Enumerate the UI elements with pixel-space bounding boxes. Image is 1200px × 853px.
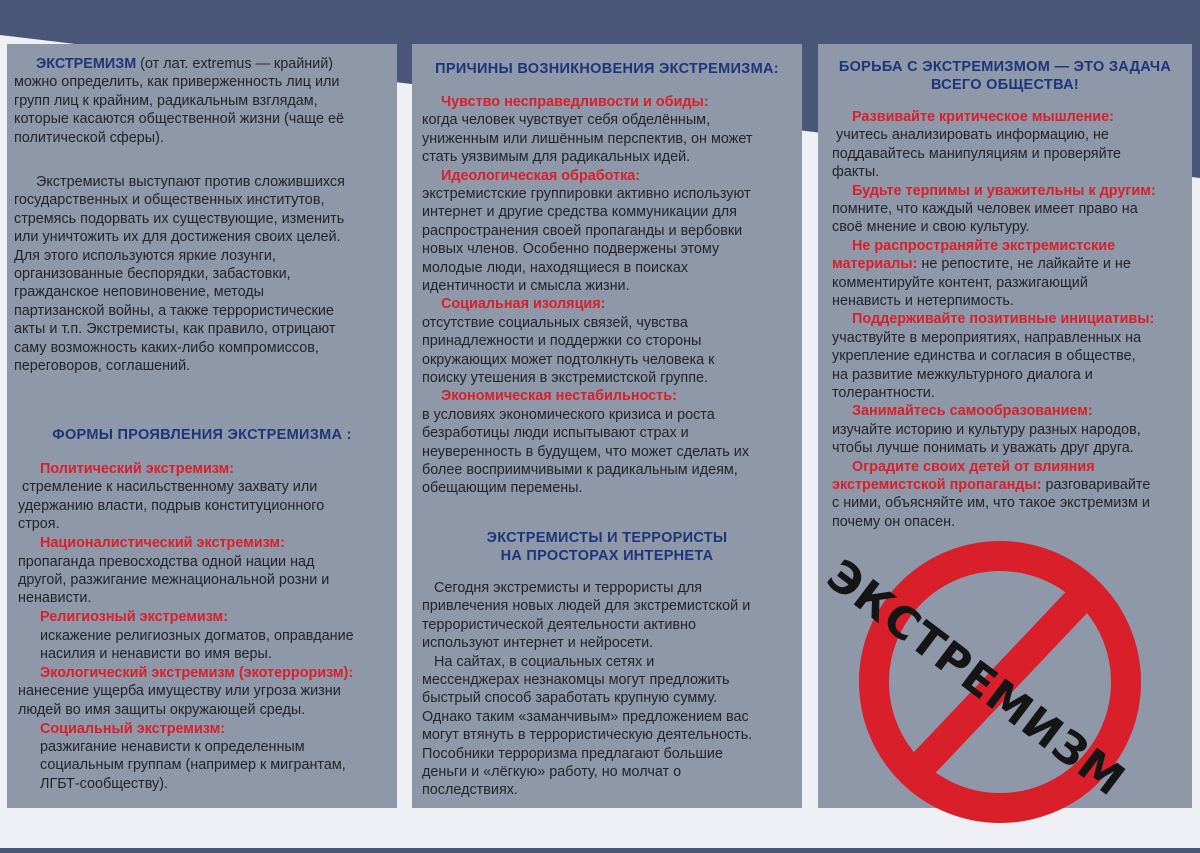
form-title: Религиозный экстремизм: [40, 609, 228, 626]
cause-title: Экономическая нестабильность: [441, 388, 677, 405]
forms-heading: ФОРМЫ ПРОЯВЛЕНИЯ ЭКСТРЕМИЗМА : [52, 427, 352, 443]
cause-line: неуверенность в будущем, что может сделать их [422, 443, 750, 460]
causes-heading: ПРИЧИНЫ ВОЗНИКНОВЕНИЯ ЭКСТРЕМИЗМА: [435, 61, 779, 77]
internet-line: Сегодня экстремисты и террористы для [422, 580, 703, 596]
para-line: организованные беспорядки, забастовки, [14, 266, 291, 282]
cause-line: в условиях экономического кризиса и роста [422, 406, 715, 423]
cause-line: окружающих может подтолкнуть человека к [422, 351, 715, 368]
tip-line: чтобы лучше понимать и уважать друг друга. [832, 440, 1134, 457]
internet-line: террористической деятельности активно [422, 616, 697, 633]
tip-line: толерантности. [832, 385, 935, 401]
cause-line: идентичности и смысла жизни. [422, 278, 630, 294]
internet-line: деньги и «лёгкую» работу, но молчат о [422, 764, 682, 780]
intro-line: которые касаются общественной жизни (чаще её [14, 111, 344, 128]
internet-line: мессенджерах незнакомцы могут предложить [422, 672, 730, 688]
internet-heading: ЭКСТРЕМИСТЫ И ТЕРРОРИСТЫ НА ПРОСТОРАХ ИНТЕРНЕТА [486, 530, 728, 564]
form-title: Экологический экстремизм (экотерроризм): [40, 664, 354, 681]
para-line: переговоров, соглашений. [14, 358, 191, 374]
internet-line: Пособники терроризма предлагают большие [422, 745, 723, 762]
no-extremism-sign [817, 520, 1200, 848]
internet-line: привлечения новых людей для экстремистской и [422, 598, 751, 615]
form-title: Националистический экстремизм: [40, 535, 285, 552]
text-line [36, 55, 333, 73]
cause-line: когда человек чувствует себя обделённым, [422, 112, 711, 129]
para-line: гражданское неповиновение, методы [14, 284, 265, 301]
para-line: акты и т.п. Экстремисты, как правило, отрицают [14, 321, 336, 338]
para-line: партизанской войны, а также террористические [14, 302, 334, 319]
tip-title-cont: материалы: [832, 256, 918, 273]
internet-line: могут втянуть в террористическую деятельность. [422, 727, 753, 744]
cause-line: принадлежности и поддержки со стороны [422, 333, 702, 350]
tip-line: участвуйте в мероприятиях, направленных на [832, 329, 1142, 346]
tip-line: поддавайтесь манипуляциям и проверяйте [832, 145, 1122, 162]
internet-line: На сайтах, в социальных сетях и [422, 653, 655, 670]
tip-line: на развитие межкультурного диалога и [832, 366, 1093, 383]
text-line [832, 476, 1150, 494]
intro-line: групп лиц к крайним, радикальным взглядам, [14, 92, 318, 109]
para-line: государственных и общественных институтов, [14, 192, 325, 209]
tip-title-cont: экстремистской пропаганды: [832, 477, 1042, 493]
form-line: ненависти. [18, 590, 92, 607]
tip-inline: не репостите, не лайкайте и не [917, 256, 1131, 273]
form-line: ЛГБТ-сообществу). [40, 775, 169, 792]
tip-title: Оградите своих детей от влияния [852, 458, 1095, 475]
internet-line: используют интернет и нейросети. [422, 635, 654, 652]
tip-title: Занимайтесь самообразованием: [852, 403, 1093, 420]
form-line: насилия и ненависти во имя веры. [40, 646, 272, 662]
tip-line: ненависть и нетерпимость. [832, 293, 1014, 309]
form-line: стремление к насильственному захвату или [18, 479, 318, 496]
cause-line: безработицы люди испытывают страх и [422, 425, 689, 442]
tip-title: Поддерживайте позитивные инициативы: [852, 311, 1155, 328]
para-line: саму возможность каких-либо компромиссов, [14, 339, 319, 356]
cause-line: интернет и другие средства коммуникации для [422, 204, 737, 221]
cause-line: стать уязвимым для радикальных идей. [422, 149, 691, 166]
para-line: стремясь подорвать их существующие, изменить [14, 210, 345, 227]
form-line: социальным группам (например к мигрантам, [40, 757, 346, 774]
cause-line: распространения своей пропаганды и вербовки [422, 222, 743, 239]
tip-title: Не распространяйте экстремистские [852, 237, 1116, 254]
tip-line: с ними, объясняйте им, что такое экстремизм и [832, 495, 1150, 512]
form-line: строя. [18, 516, 60, 533]
form-title: Социальный экстремизм: [40, 720, 226, 737]
tip-line: укрепление единства и согласия в обществе, [832, 348, 1136, 365]
cause-title: Чувство несправедливости и обиды: [441, 94, 709, 110]
text-line [832, 255, 1131, 273]
cause-line: более восприимчивыми к радикальным идеям, [422, 462, 738, 478]
form-line: разжигание ненависти к определенным [40, 739, 305, 755]
form-line: искажение религиозных догматов, оправдание [40, 627, 354, 644]
cause-line: униженным или лишённым перспектив, он может [422, 130, 753, 147]
fight-heading: БОРЬБА С ЭКСТРЕМИЗМОМ — ЭТО ЗАДАЧА ВСЕГО ОБЩЕСТВА! [838, 59, 1172, 93]
para-line: или уничтожить их для достижения своих целей. [14, 229, 341, 246]
tip-line: факты. [832, 164, 880, 181]
form-line: людей во имя защиты окружающей среды. [18, 701, 306, 718]
tip-title: Развивайте критическое мышление: [852, 109, 1114, 125]
cause-line: новых членов. Особенно подвержены этому [422, 241, 720, 258]
cause-title: Социальная изоляция: [441, 296, 606, 313]
form-line: нанесение ущерба имуществу или угроза жизни [18, 683, 341, 700]
tip-line: комментируйте контент, разжигающий [832, 274, 1088, 291]
tip-line: помните, что каждый человек имеет право на [832, 201, 1138, 217]
tip-line: учитесь анализировать информацию, не [832, 127, 1109, 144]
form-line: другой, разжигание межнациональной розни и [18, 571, 330, 588]
intro-line: можно определить, как приверженность лиц или [14, 74, 340, 91]
internet-line: последствиях. [422, 782, 518, 799]
para-line: Экстремисты выступают против сложившихся [36, 174, 345, 190]
cause-line: экстремистские группировки активно используют [422, 186, 751, 202]
cause-line: обещающим перемены. [422, 480, 583, 497]
tip-line: изучайте историю и культуру разных народов, [832, 421, 1141, 438]
tip-line: своё мнение и свою культуру. [832, 219, 1030, 236]
form-line: пропаганда превосходства одной нации над [18, 553, 315, 570]
term-title: ЭКСТРЕМИЗМ [36, 56, 137, 72]
sign-word: ЭКСТРЕМИЗМ [817, 550, 1135, 807]
form-line: удержанию власти, подрыв конституционного [18, 497, 325, 514]
internet-line: Однако таким «заманчивым» предложением вас [422, 708, 749, 725]
tip-title: Будьте терпимы и уважительны к другим: [852, 182, 1156, 199]
term-etymology: (от лат. extremus — крайний) [136, 56, 334, 72]
internet-line: быстрый способ заработать крупную сумму. [422, 690, 718, 707]
cause-line: молодые люди, находящиеся в поисках [422, 259, 689, 276]
cause-line: поиску утешения в экстремистской группе. [422, 370, 708, 386]
intro-line: политической сферы). [14, 129, 164, 146]
tip-line: почему он опасен. [832, 513, 956, 530]
form-title: Политический экстремизм: [40, 461, 235, 477]
cause-line: отсутствие социальных связей, чувства [422, 314, 688, 331]
cause-title: Идеологическая обработка: [441, 167, 641, 184]
para-line: Для этого используются яркие лозунги, [14, 247, 276, 264]
tip-inline: разговаривайте [1041, 477, 1151, 493]
